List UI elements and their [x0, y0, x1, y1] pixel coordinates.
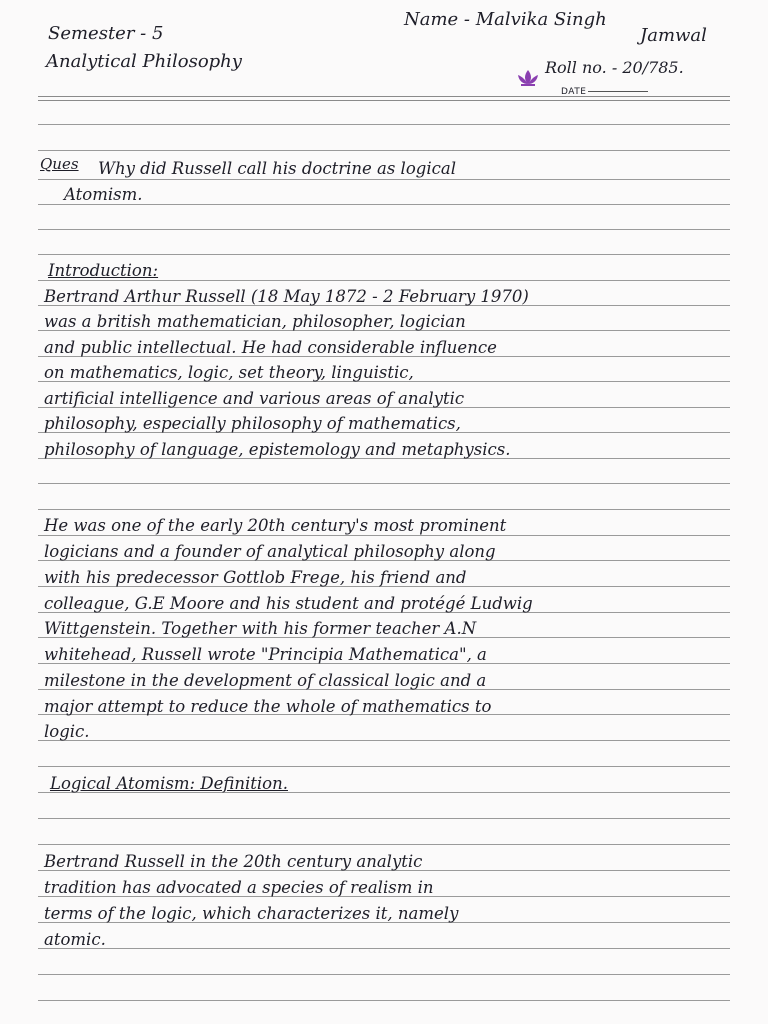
intro-line: and public intellectual. He had considerable influence	[44, 338, 497, 357]
roll-number: Roll no. - 20/785.	[545, 58, 684, 77]
definition-line: terms of the logic, which characterizes it, namely	[44, 904, 459, 923]
paragraph-line: logicians and a founder of analytical philosophy along	[44, 542, 496, 561]
ruled-line	[38, 483, 730, 484]
ruled-line	[38, 974, 730, 975]
definition-line: tradition has advocated a species of realism in	[44, 878, 434, 897]
intro-line: artificial intelligence and various areas of analytic	[44, 389, 465, 408]
ruled-line	[38, 124, 730, 125]
paragraph-line: whitehead, Russell wrote "Principia Mathematica", a	[44, 645, 487, 664]
intro-line: philosophy, especially philosophy of mathematics,	[44, 414, 461, 433]
question-line: Atomism.	[64, 185, 143, 204]
date-label: DATE	[561, 87, 587, 97]
intro-line: on mathematics, logic, set theory, linguistic,	[44, 363, 414, 382]
paragraph-line: milestone in the development of classical logic and a	[44, 671, 487, 690]
question-line: Why did Russell call his doctrine as logical	[98, 159, 456, 178]
ruled-line	[38, 766, 730, 767]
definition-heading: Logical Atomism: Definition.	[50, 774, 288, 793]
paragraph-line: major attempt to reduce the whole of mathematics to	[44, 697, 492, 716]
definition-line: Bertrand Russell in the 20th century analytic	[44, 852, 423, 871]
ruled-line	[38, 254, 730, 255]
ruled-line	[38, 740, 730, 741]
intro-line: philosophy of language, epistemology and metaphysics.	[44, 440, 511, 459]
header-rule	[38, 96, 730, 101]
lotus-logo-icon	[515, 68, 541, 88]
definition-line: atomic.	[44, 930, 106, 949]
ruled-line	[38, 948, 730, 949]
student-surname: Jamwal	[640, 25, 707, 46]
paragraph-line: colleague, G.E Moore and his student and protégé Ludwig	[44, 594, 533, 613]
semester-label: Semester - 5	[48, 23, 164, 44]
student-name: Name - Malvika Singh	[404, 9, 607, 30]
paragraph-line: with his predecessor Gottlob Frege, his friend and	[44, 568, 467, 587]
paragraph-line: He was one of the early 20th century's most prominent	[44, 516, 507, 535]
question-label: Ques	[40, 155, 79, 173]
introduction-heading: Introduction:	[48, 261, 159, 280]
ruled-line	[38, 150, 730, 151]
paragraph-line: Wittgenstein. Together with his former teacher A.N	[44, 619, 477, 638]
ruled-line	[38, 1000, 730, 1001]
ruled-line	[38, 509, 730, 510]
intro-line: was a british mathematician, philosopher, logician	[44, 312, 466, 331]
paragraph-line: logic.	[44, 722, 90, 741]
ruled-line	[38, 179, 730, 180]
date-line	[588, 91, 648, 92]
ruled-line	[38, 818, 730, 819]
subject-label: Analytical Philosophy	[46, 51, 242, 72]
ruled-line	[38, 844, 730, 845]
intro-line: Bertrand Arthur Russell (18 May 1872 - 2 February 1970)	[44, 287, 529, 306]
ruled-line	[38, 229, 730, 230]
